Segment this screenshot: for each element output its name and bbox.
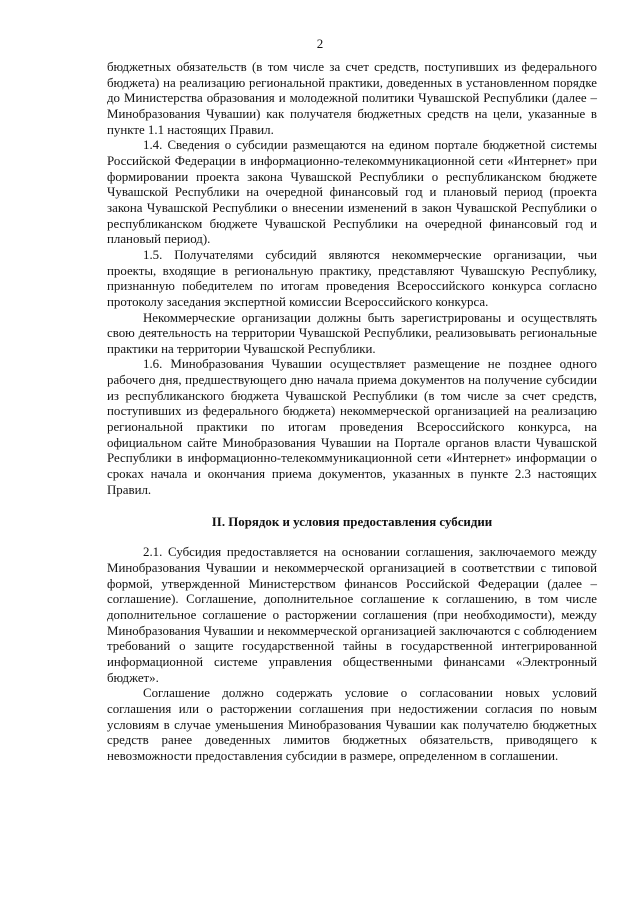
page-number: 2 [316,36,324,51]
paragraph-1-6: 1.6. Минобразования Чувашии осуществляет размещение не позднее одного рабочего дня, предшествующего дню начала приема документов на получение субсидии из республиканского бюджета Чувашской Республики (в том числе за счет средств, поступивших из федерального бюджета) некоммерческой организацией на реализацию региональной практики по итогам проведения Всероссийского конкурса, на официальном сайте Минобразования Чувашии на Портале органов власти Чувашской Республики в информационно-телекоммуникационной сети «Интернет» информации о сроках начала и окончания приема документов, указанных в пункте 2.3 настоящих Правил. [107,357,597,497]
paragraph-continuation: бюджетных обязательств (в том числе за счет средств, поступивших из федерального бюджета) на реализацию региональной практики, доведенных в установленном порядке до Министерства образования и молодежной политики Чувашской Республики (далее – Минобразования Чувашии) как получателя бюджетных средств на цели, указанные в пункте 1.1 настоящих Правил. [107,60,597,137]
document-body [107,60,597,765]
paragraph-2-1: 2.1. Субсидия предоставляется на основании соглашения, заключаемого между Минобразования Чувашии и некоммерческой организацией в соответствии с типовой формой, утвержденной Министерством финансов Российской Федерации (далее – соглашение). Соглашение, дополнительное соглашение к соглашению, в том числе дополнительное соглашение о расторжении соглашения (при необходимости), между Минобразования Чувашии и некоммерческой организацией заключаются с соблюдением требований о защите государственной тайны в государственной интегрированной информационной системе управления общественными финансами «Электронный бюджет». [107,545,597,685]
paragraph-agreement-conditions: Соглашение должно содержать условие о согласовании новых условий соглашения или о расторжении соглашения при недостижении согласия по новым условиям в случае уменьшения Минобразования Чувашии как получателю бюджетных средств ранее доведенных лимитов бюджетных обязательств, приводящего к невозможности предоставления субсидии в размере, определенном в соглашении. [107,686,597,763]
paragraph-1-4: 1.4. Сведения о субсидии размещаются на едином портале бюджетной системы Российской Федерации в информационно-телекоммуникационной сети «Интернет» при формировании проекта закона Чувашской Республики о республиканском бюджете Чувашской Республики на очередной финансовый год и плановый период (проекта закона Чувашской Республики о внесении изменений в закон Чувашской Республики о республиканском бюджете Чувашской Республики на очередной финансовый год и плановый период). [107,138,597,247]
section-heading: II. Порядок и условия предоставления субсидии [211,515,493,530]
paragraph-nko-registration: Некоммерческие организации должны быть зарегистрированы и осуществлять свою деятельность на территории Чувашской Республики, реализовывать региональные практики на территории Чувашской Республики. [107,310,597,356]
paragraph-1-5: 1.5. Получателями субсидий являются некоммерческие организации, чьи проекты, входящие в региональную практику, представляют Чувашскую Республику, признанную победителем по итогам проведения Всероссийского конкурса согласно протоколу заседания экспертной комиссии Всероссийского конкурса. [107,247,597,309]
